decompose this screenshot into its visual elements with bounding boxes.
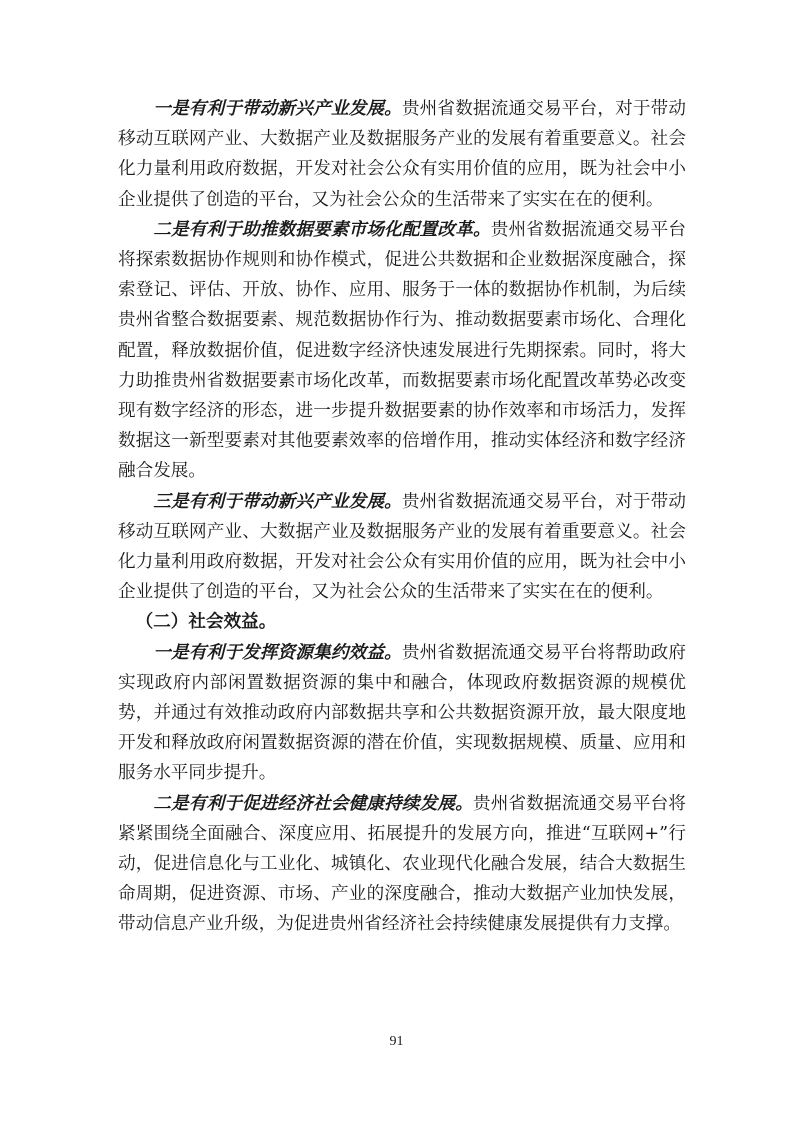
paragraph-data-market-reform bbox=[118, 215, 686, 487]
paragraph-body: 贵州省数据流通交易平台将帮助政府实现政府内部闲置数据资源的集中和融合，体现政府数据资源的规模优势，并通过有效推动政府内部数据共享和公共数据资源开放，最大限度地开发和释放政府闲置数据资源的潜在价值，实现数据规模、质量、应用和服务水平同步提升。 bbox=[118, 642, 686, 784]
paragraph-resource-efficiency bbox=[118, 638, 686, 789]
paragraph-lead: 一是有利于带动新兴产业发展。 bbox=[153, 99, 402, 119]
page-body bbox=[118, 94, 686, 940]
paragraph-industry-development-1 bbox=[118, 94, 686, 215]
paragraph-lead: 一是有利于发挥资源集约效益。 bbox=[153, 642, 402, 663]
paragraph-lead: 二是有利于促进经济社会健康持续发展。 bbox=[153, 793, 473, 814]
section-heading-social-benefits: （二）社会效益。 bbox=[135, 612, 277, 633]
paragraph-sustainable-development bbox=[118, 789, 686, 940]
paragraph-industry-development-3 bbox=[118, 487, 686, 608]
paragraph-body: 贵州省数据流通交易平台，对于带动移动互联网产业、大数据产业及数据服务产业的发展有着重要意义。社会化力量利用政府数据，开发对社会公众有实用价值的应用，既为社会中小企业提供了创造的平台，又为社会公众的生活带来了实实在在的便利。 bbox=[118, 491, 686, 603]
paragraph-body: 贵州省数据流通交易平台将紧紧围绕全面融合、深度应用、拓展提升的发展方向，推进“互联网+”行动，促进信息化与工业化、城镇化、农业现代化融合发展，结合大数据生命周期，促进资源、市场、产业的深度融合，推动大数据产业加快发展，带动信息产业升级，为促进贵州省经济社会持续健康发展提供有力支撑。 bbox=[118, 793, 686, 935]
paragraph-body: 贵州省数据流通交易平台，对于带动移动互联网产业、大数据产业及数据服务产业的发展有着重要意义。社会化力量利用政府数据，开发对社会公众有实用价值的应用，既为社会中小企业提供了创造的平台，又为社会公众的生活带来了实实在在的便利。 bbox=[118, 99, 686, 210]
paragraph-lead: 三是有利于带动新兴产业发展。 bbox=[153, 491, 402, 512]
paragraph-body: 贵州省数据流通交易平台将探索数据协作规则和协作模式，促进公共数据和企业数据深度融合，探索登记、评估、开放、协作、应用、服务于一体的数据协作机制，为后续贵州省整合数据要素、规范数据协作行为、推动数据要素市场化、合理化配置，释放数据价值，促进数字经济快速发展进行先期探索。同时，将大力助推贵州省数据要素市场化改革，而数据要素市场化配置改革势必改变现有数字经济的形态，进一步提升数据要素的协作效率和市场活力，发挥数据这一新型要素对其他要素效率的倍增作用，推动实体经济和数字经济融合发展。 bbox=[118, 219, 686, 482]
page-number: 91 bbox=[389, 1034, 404, 1049]
paragraph-lead: 二是有利于助推数据要素市场化配置改革。 bbox=[153, 219, 491, 240]
